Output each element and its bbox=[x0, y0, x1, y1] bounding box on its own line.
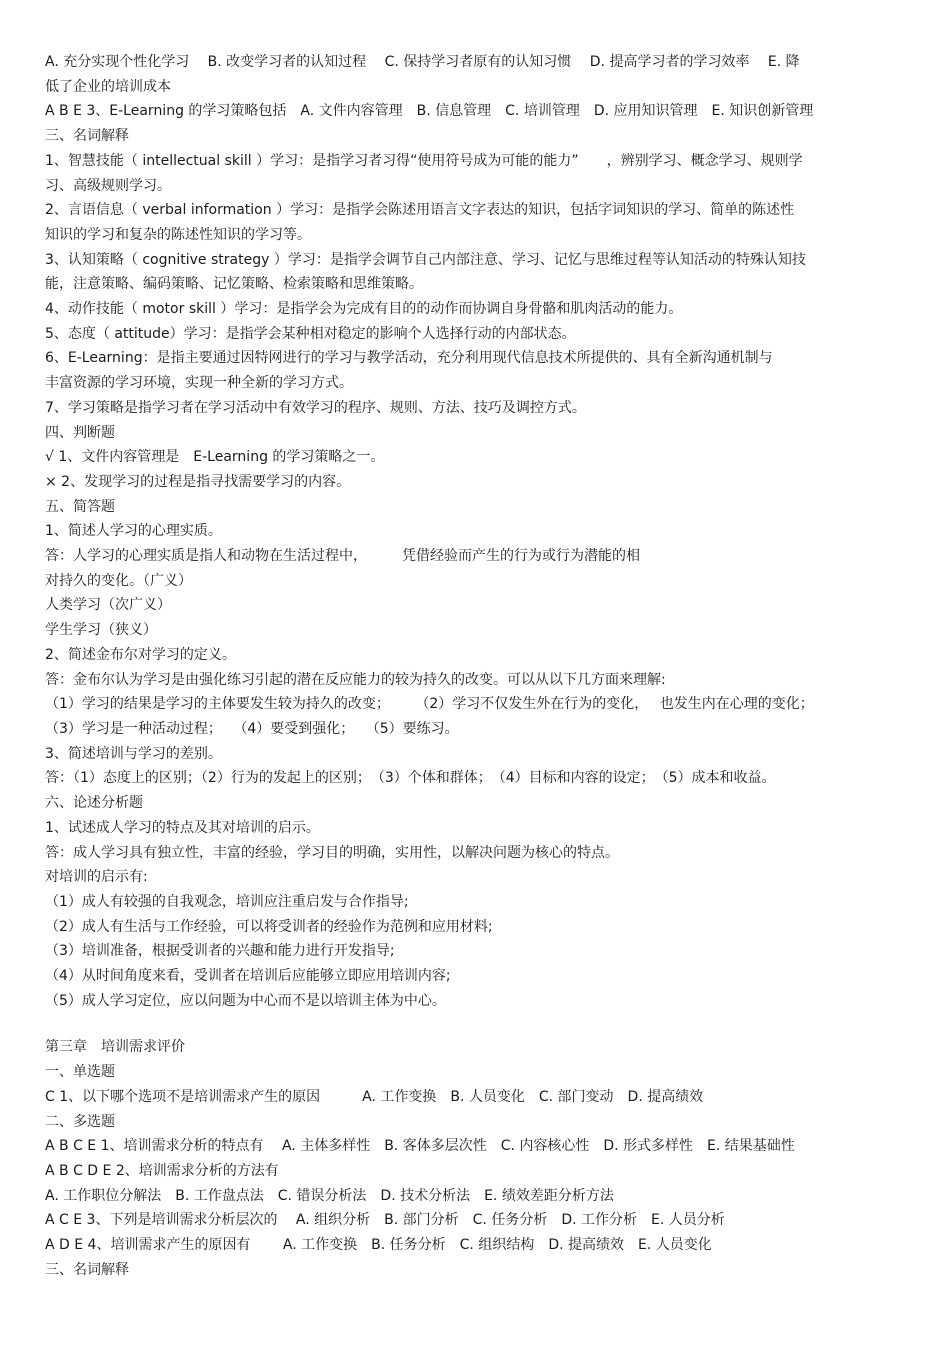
text-line: 1、试述成人学习的特点及其对培训的启示。 bbox=[45, 819, 320, 836]
text-line: A B E 3、E-Learning 的学习策略包括 A. 文件内容管理 B. 信息管理 C. 培训管理 D. 应用知识管理 E. 知识创新管理 bbox=[45, 103, 814, 120]
text-line: 低了企业的培训成本 bbox=[45, 78, 171, 95]
section-heading: 五、简答题 bbox=[45, 498, 115, 515]
text-line: 人类学习（次广义） bbox=[45, 597, 171, 614]
text-line: 2、言语信息（ verbal information ）学习：是指学会陈述用语言文字表达的知识，包括字词知识的学习、简单的陈述性 bbox=[45, 202, 795, 219]
text-line: （5）成人学习定位，应以问题为中心而不是以培训主体为中心。 bbox=[45, 992, 446, 1009]
section-chapter-2-content bbox=[45, 50, 915, 1013]
text-line: 3、认知策略（ cognitive strategy ）学习：是指学会调节自己内部注意、学习、记忆与思维过程等认知活动的特殊认知技 bbox=[45, 251, 806, 268]
text-line: A B C E 1、培训需求分析的特点有 A. 主体多样性 B. 客体多层次性 C. 内容核心性 D. 形式多样性 E. 结果基础性 bbox=[45, 1138, 795, 1155]
text-line: 6、E-Learning：是指主要通过因特网进行的学习与教学活动，充分利用现代信息技术所提供的、具有全新沟通机制与 bbox=[45, 350, 773, 367]
text-line: 对持久的变化。（广义） bbox=[45, 572, 192, 589]
text-line: 对培训的启示有: bbox=[45, 869, 148, 886]
text-line: × 2、发现学习的过程是指寻找需要学习的内容。 bbox=[45, 473, 351, 490]
text-line: 知识的学习和复杂的陈述性知识的学习等。 bbox=[45, 226, 311, 243]
text-line: 能，注意策略、编码策略、记忆策略、检索策略和思维策略。 bbox=[45, 276, 423, 293]
text-line: A D E 4、培训需求产生的原因有 A. 工作变换 B. 任务分析 C. 组织结构 D. 提高绩效 E. 人员变化 bbox=[45, 1237, 712, 1254]
section-heading: 三、名词解释 bbox=[45, 128, 129, 145]
text-line: 4、动作技能（ motor skill ）学习：是指学会为完成有目的的动作而协调自身骨骼和肌肉活动的能力。 bbox=[45, 301, 683, 318]
section-heading: 三、名词解释 bbox=[45, 1261, 129, 1278]
text-line: （4）从时间角度来看，受训者在培训后应能够立即应用培训内容; bbox=[45, 968, 451, 985]
section-heading: 四、判断题 bbox=[45, 424, 115, 441]
chapter-title: 第三章 培训需求评价 bbox=[45, 1039, 185, 1056]
text-line: 答：成人学习具有独立性，丰富的经验，学习目的明确，实用性，以解决问题为核心的特点。 bbox=[45, 844, 619, 861]
text-line: 5、态度（ attitude）学习：是指学会某种相对稳定的影响个人选择行动的内部状态。 bbox=[45, 325, 576, 342]
section-heading: 二、多选题 bbox=[45, 1113, 115, 1130]
section-chapter-3-content bbox=[45, 1035, 915, 1282]
text-line: 答：（1）态度上的区别；（2）行为的发起上的区别； （3）个体和群体； （4）目标和内容的设定； （5）成本和收益。 bbox=[45, 770, 776, 787]
text-line: A B C D E 2、培训需求分析的方法有 bbox=[45, 1162, 279, 1179]
text-line: A C E 3、下列是培训需求分析层次的 A. 组织分析 B. 部门分析 C. 任务分析 D. 工作分析 E. 人员分析 bbox=[45, 1212, 725, 1229]
section-heading: 六、论述分析题 bbox=[45, 795, 143, 812]
text-line: （1）学习的结果是学习的主体要发生较为持久的改变； （2）学习不仅发生外在行为的变化， 也发生内在心理的变化； bbox=[45, 696, 814, 713]
section-heading: 一、单选题 bbox=[45, 1064, 115, 1081]
text-line: （3）学习是一种活动过程； （4）要受到强化； （5）要练习。 bbox=[45, 720, 459, 737]
text-line: 答：人学习的心理实质是指人和动物在生活过程中， 凭借经验而产生的行为或行为潜能的相 bbox=[45, 548, 640, 565]
text-line: 1、简述人学习的心理实质。 bbox=[45, 523, 222, 540]
text-line: 2、简述金布尔对学习的定义。 bbox=[45, 646, 236, 663]
document-page bbox=[45, 50, 915, 1282]
text-line: √ 1、文件内容管理是 E-Learning 的学习策略之一。 bbox=[45, 449, 385, 466]
text-line: （3）培训准备，根据受训者的兴趣和能力进行开发指导; bbox=[45, 943, 395, 960]
section-spacer bbox=[45, 1013, 915, 1035]
text-line: （2）成人有生活与工作经验，可以将受训者的经验作为范例和应用材料; bbox=[45, 918, 493, 935]
text-line: 习、高级规则学习。 bbox=[45, 177, 171, 194]
text-line: （1）成人有较强的自我观念，培训应注重启发与合作指导; bbox=[45, 893, 409, 910]
text-line: 答：金布尔认为学习是由强化练习引起的潜在反应能力的较为持久的改变。可以从以下几方面来理解: bbox=[45, 671, 666, 688]
text-line: 丰富资源的学习环境，实现一种全新的学习方式。 bbox=[45, 375, 353, 392]
text-line: A. 工作职位分解法 B. 工作盘点法 C. 错误分析法 D. 技术分析法 E. 绩效差距分析方法 bbox=[45, 1187, 614, 1204]
text-line: 学生学习（狭义） bbox=[45, 622, 157, 639]
text-line: A. 充分实现个性化学习 B. 改变学习者的认知过程 C. 保持学习者原有的认知习惯 D. 提高学习者的学习效率 E. 降 bbox=[45, 54, 800, 70]
text-line: 1、智慧技能（ intellectual skill ）学习：是指学习者习得“使用符号成为可能的能力” ，辨别学习、概念学习、规则学 bbox=[45, 152, 803, 169]
text-line: 3、简述培训与学习的差别。 bbox=[45, 745, 222, 762]
text-line: 7、学习策略是指学习者在学习活动中有效学习的程序、规则、方法、技巧及调控方式。 bbox=[45, 399, 586, 416]
text-line: C 1、以下哪个选项不是培训需求产生的原因 A. 工作变换 B. 人员变化 C. 部门变动 D. 提高绩效 bbox=[45, 1088, 704, 1105]
